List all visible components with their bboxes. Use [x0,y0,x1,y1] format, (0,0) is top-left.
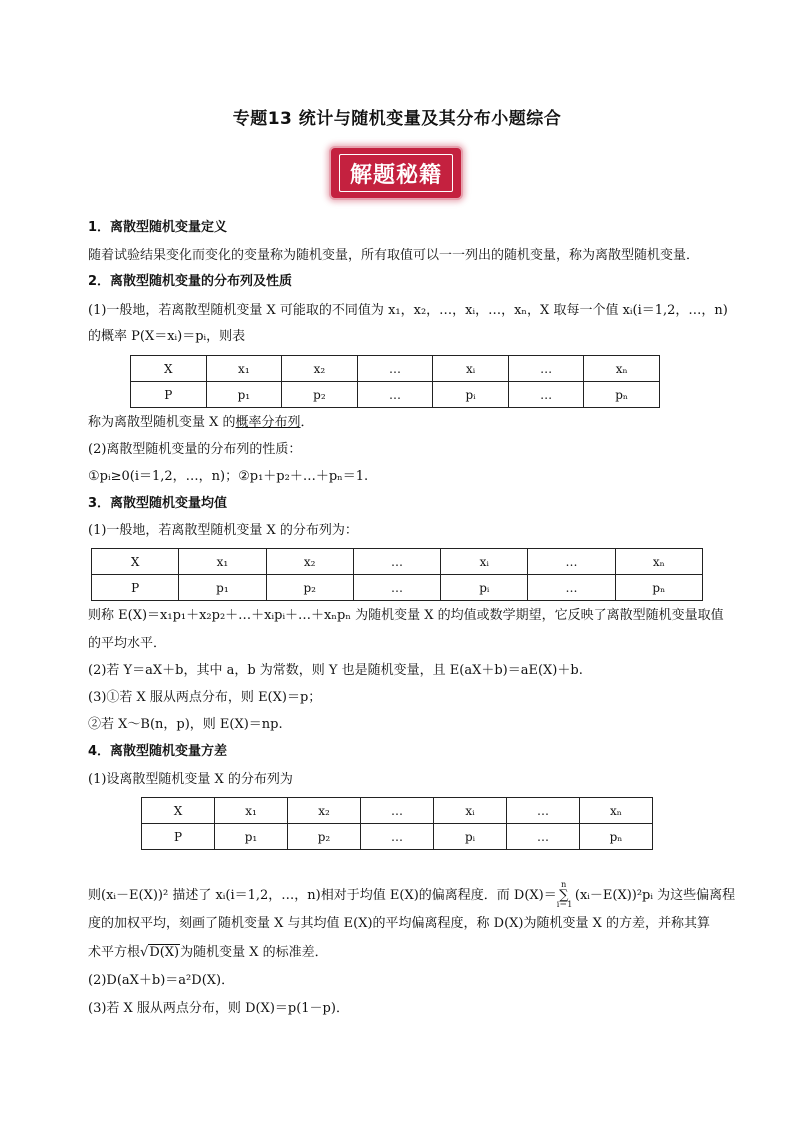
table-cell: pᵢ [441,575,528,601]
summation-upper: n [561,880,567,889]
distribution-table-2 [91,548,703,601]
section4-paragraph6: (3)若 X 服从两点分布，则 D(X)＝p(1－p)． [88,1001,349,1016]
section3-paragraph5: ②若 X～B(n，p)，则 E(X)＝np. [88,717,283,732]
section1-text: 随着试验结果变化而变化的变量称为随机变量，所有取值可以一一列出的随机变量，称为离散型随机变量． [88,248,700,263]
table-cell: … [508,356,584,382]
table-cell: pₙ [584,382,660,408]
table-cell: x₂ [282,356,358,382]
table-cell: x₂ [266,549,353,575]
section2-paragraph1b: 的概率 P(X＝xᵢ)＝pᵢ，则表 [88,329,246,344]
summation-sign: ∑ [559,888,569,903]
table-cell: … [357,356,433,382]
section2-heading: 2．离散型随机变量的分布列及性质 [88,274,293,289]
term-probability-distribution: 概率分布列 [235,415,301,430]
table-cell: … [357,382,433,408]
table-cell: xᵢ [441,549,528,575]
section2-paragraph3: ①pᵢ≥0(i＝1,2，…，n)；②p₁＋p₂＋…＋pₙ＝1. [88,469,369,484]
table-cell: xₙ [580,798,653,824]
sqrt-radicand: D(X) [149,945,180,960]
section4-paragraph3: 度的加权平均，刻画了随机变量 X 与其均值 E(X)的平均偏离程度，称 D(X)为随机变量 X 的方差，并称其算 [88,916,711,931]
table-cell: X [92,549,179,575]
distribution-table-3 [141,797,653,850]
table-cell: p₂ [266,575,353,601]
summation-symbol [556,880,573,909]
table-cell: … [361,824,434,850]
table-cell: … [507,798,580,824]
distribution-table-1 [130,355,660,408]
section2-after-table [88,413,314,433]
table-row [131,356,660,382]
table-cell: p₁ [179,575,266,601]
table-cell: P [142,824,215,850]
table-cell: p₁ [215,824,288,850]
table-cell: p₁ [206,382,282,408]
seal-stamp [331,148,461,198]
table-cell: xᵢ [433,356,509,382]
section4-paragraph4 [88,943,328,963]
std-text-a: 术平方根 [88,945,141,960]
table-row [92,549,703,575]
table-cell: pₙ [580,824,653,850]
table-row [142,798,653,824]
section2-paragraph1a: (1)一般地，若离散型随机变量 X 可能取的不同值为 x₁，x₂，…，xᵢ，…，xₙ，X 取每一个值 xᵢ(i＝1,2，…，n) [88,303,728,318]
section3-paragraph2a: 则称 E(X)＝x₁p₁＋x₂p₂＋…＋xᵢpᵢ＋…＋xₙpₙ 为随机变量 X 的均值或数学期望，它反映了离散型随机变量取值 [88,608,724,623]
section3-heading: 3．离散型随机变量均值 [88,496,228,511]
summation-lower: i＝1 [556,900,573,909]
after-table-pre: 称为离散型随机变量 X 的 [88,415,236,430]
table-cell: … [353,549,440,575]
table-cell: xₙ [584,356,660,382]
table-cell: P [92,575,179,601]
table-cell: xₙ [615,549,702,575]
table-cell: x₁ [179,549,266,575]
table-cell: … [508,382,584,408]
table-cell: X [131,356,207,382]
table-cell: … [528,575,615,601]
table-cell: X [142,798,215,824]
table-cell: p₂ [288,824,361,850]
table-cell: x₁ [215,798,288,824]
table-cell: pᵢ [434,824,507,850]
table-cell: … [507,824,580,850]
table-row [142,824,653,850]
table-cell: x₁ [206,356,282,382]
std-text-b: 为随机变量 X 的标准差． [180,945,328,960]
table-cell: p₂ [282,382,358,408]
sqrt-sign: √ [140,945,149,960]
section4-heading: 4．离散型随机变量方差 [88,744,228,759]
after-table-post: ． [300,415,314,430]
variance-text-b: (xᵢ－E(X))²pᵢ 为这些偏离程 [570,888,736,903]
seal-label: 解题秘籍 [339,154,453,192]
section3-paragraph1: (1)一般地，若离散型随机变量 X 的分布列为： [88,523,358,538]
table-cell: pᵢ [433,382,509,408]
table-cell: xᵢ [434,798,507,824]
section2-paragraph2: (2)离散型随机变量的分布列的性质： [88,442,302,457]
table-cell: x₂ [288,798,361,824]
table-row [92,575,703,601]
section3-paragraph3: (2)若 Y＝aX＋b，其中 a，b 为常数，则 Y 也是随机变量，且 E(aX＋b)＝aE(X)＋b. [88,663,583,678]
section4-paragraph5: (2)D(aX＋b)＝a²D(X)． [88,973,235,988]
section4-paragraph1: (1)设离散型随机变量 X 的分布列为 [88,772,293,787]
table-cell: … [528,549,615,575]
section1-heading: 1．离散型随机变量定义 [88,220,228,235]
table-cell: … [361,798,434,824]
table-cell: pₙ [615,575,702,601]
variance-text-a: 则(xᵢ－E(X))² 描述了 xᵢ(i＝1,2，…，n)相对于均值 E(X)的偏离程度．而 D(X)＝ [88,888,557,903]
table-cell: P [131,382,207,408]
table-cell: … [353,575,440,601]
section3-paragraph2b: 的平均水平． [88,636,167,651]
table-row [131,382,660,408]
section3-paragraph4: (3)①若 X 服从两点分布，则 E(X)＝p； [88,690,322,705]
section4-paragraph2 [88,880,736,909]
page-title: 专题13 统计与随机变量及其分布小题综合 [232,109,562,129]
